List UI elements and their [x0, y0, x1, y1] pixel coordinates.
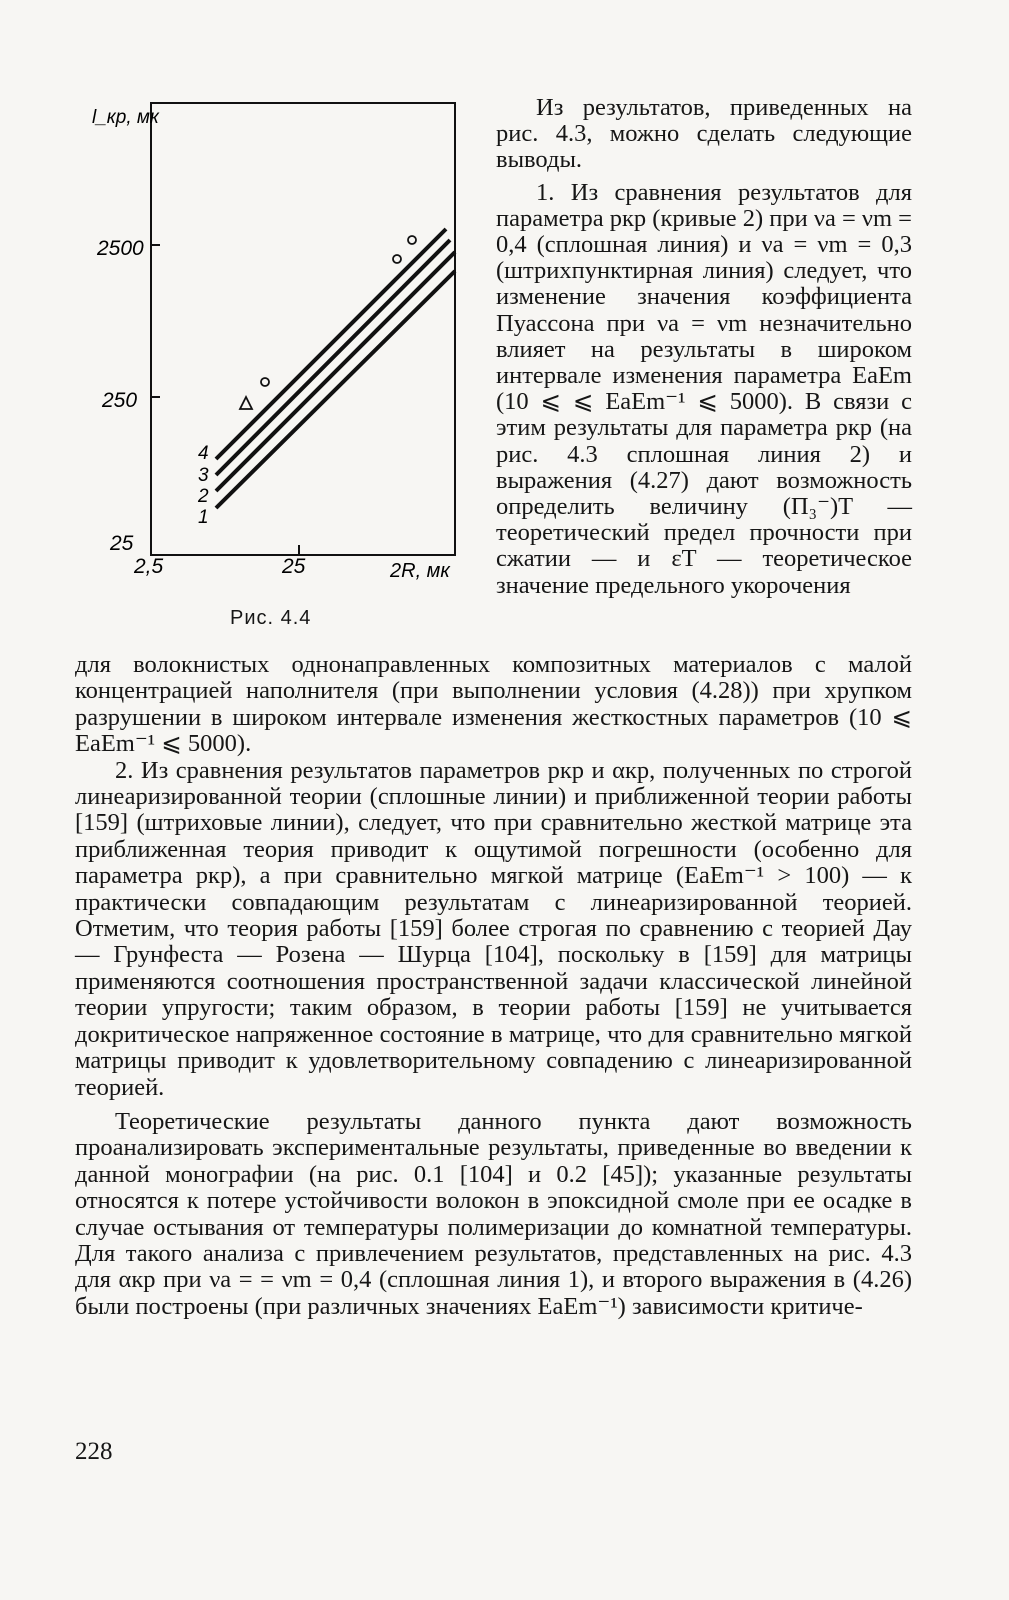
- x-tick-label: 25: [282, 555, 306, 578]
- curve-label: 2: [198, 486, 209, 507]
- marker-circle: [408, 236, 416, 244]
- x-axis-label: 2R, мк: [390, 560, 450, 582]
- paragraph-conclusion-1: 1. Из сравнения результатов для параметра pкр (кривые 2) при νa = νm = 0,4 (сплошная линия) и νa = νm = 0,3 (штрихпунктирная линия) следует, что изменение значения коэффициента Пуассона при νa = νm незначительно влияет на результаты в широком интервале изменения параметра EaEm (10 ⩽ ⩽ EaEm⁻¹ ⩽ 5000). В связи с этим результаты для параметра pкр (на рис. 4.3 сплошная линия 2) и выражения (4.27) дают возможность определить величину (П₃⁻)T — теоретический предел прочности при сжатии — и εT — теоретическое значение предельного укорочения: [496, 178, 912, 599]
- paragraph-analysis: Теоретические результаты данного пункта дают возможность проанализировать экспериментальные результаты, приведенные во введении к данной монографии (на рис. 0.1 [104] и 0.2 [45]); указанные результаты относятся к потере устойчивости волокон в эпоксидной смоле при ее осадке в случае остывания от температуры полимеризации до комнатной температуры. Для такого анализа с привлечением результатов, представленных на рис. 4.3 для αкр при νa = = νm = 0,4 (сплошная линия 1), и второго выражения в (4.26) были построены (при различных значениях EaEm⁻¹) зависимости критиче-: [75, 1107, 912, 1320]
- curve-label: 4: [198, 443, 209, 464]
- paragraph-conclusion-2: 2. Из сравнения результатов параметров pкр и αкр, полученных по строгой линеаризированной теории (сплошные линии) и приближенной теории работы [159] (штриховые линии), следует, что при сравнительно жесткой матрице эта приближенная теория приводит к ощутимой погрешности (особенно для параметра pкр), а при сравнительно мягкой матрице (EaEm⁻¹ > 100) — к практически совпадающим результатам с линеаризированной теорией. Отметим, что теория работы [159] более строгая по сравнению с теорией Дау — Грунфеста — Розена — Шурца [104], поскольку в [159] для матрицы применяются соотношения пространственной задачи классической линейной теории упругости; таким образом, в теории работы [159] не учитывается докритическое напряженное состояние в матрице, что для сравнительно мягкой матрицы приводит к удовлетворительному совпадению с линеаризированной теорией.: [75, 756, 912, 1101]
- y-tick-label: 250: [102, 389, 138, 412]
- main-text: [75, 652, 912, 1320]
- curve-3: [216, 240, 450, 475]
- curve-1: [216, 271, 455, 508]
- y-tick-label: 25: [110, 532, 134, 555]
- curve-2: [216, 252, 455, 491]
- y-axis-label: l_кр, мк: [92, 107, 159, 128]
- paragraph-conclusion-1-continued: для волокнистых однонаправленных композитных материалов с малой концентрацией наполнителя (при выполнении условия (4.28)) при хрупком разрушении в широком интервале изменения жесткостных параметров (10 ⩽ EaEm⁻¹ ⩽ 5000).: [75, 651, 912, 758]
- y-tick-label: 2500: [97, 237, 144, 260]
- figure-caption: Рис. 4.4: [230, 607, 312, 629]
- marker-circle: [393, 255, 401, 263]
- plot-frame: [151, 103, 455, 555]
- curve-4: [216, 229, 446, 459]
- figure-4-4: [90, 95, 490, 635]
- chart-plot: [90, 95, 490, 635]
- curve-label: 1: [198, 507, 209, 528]
- page-number: 228: [75, 1438, 113, 1465]
- x-tick-label: 2,5: [134, 555, 164, 578]
- marker-circle: [261, 378, 269, 386]
- marker-triangle: [240, 397, 252, 409]
- curve-label: 3: [198, 465, 209, 486]
- paragraph-intro: Из результатов, приведенных на рис. 4.3, можно сделать следующие выводы.: [496, 94, 912, 174]
- side-column: [496, 95, 912, 599]
